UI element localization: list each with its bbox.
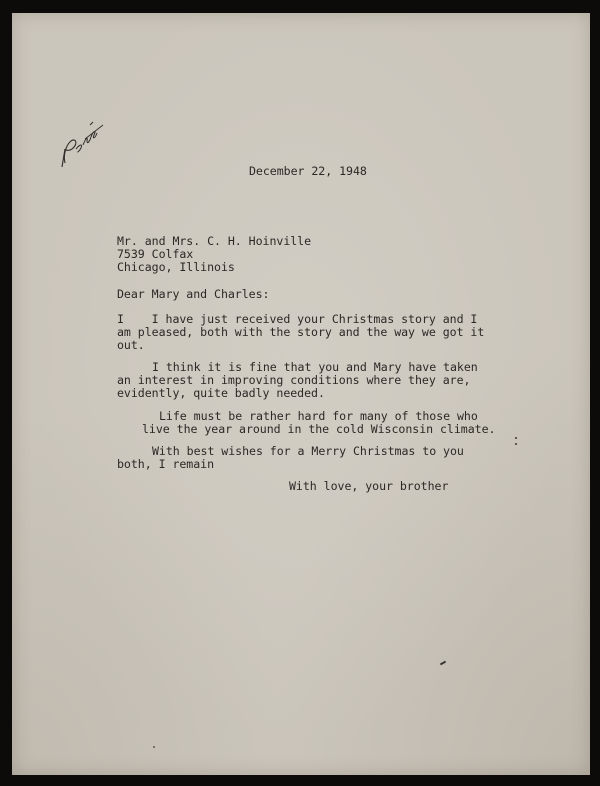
recipient-city: Chicago, Illinois — [117, 260, 235, 274]
paragraph-1-line-1: I I have just received your Christmas story and I — [117, 312, 478, 326]
paragraph-4-line-1: With best wishes for a Merry Christmas to you — [152, 444, 464, 458]
paragraph-2-line-2: an interest in improving conditions where they are, — [117, 373, 471, 387]
margin-colon-mark-2 — [515, 443, 517, 445]
recipient-street: 7539 Colfax — [117, 247, 194, 261]
paragraph-4-line-2: both, I remain — [117, 457, 215, 471]
paragraph-3-line-2: live the year around in the cold Wisconsin climate. — [142, 422, 496, 436]
paragraph-2-line-1: I think it is fine that you and Mary have taken — [152, 360, 478, 374]
salutation: Dear Mary and Charles: — [117, 287, 270, 301]
paragraph-3-line-1: Life must be rather hard for many of those who — [159, 409, 478, 423]
handwritten-annotation — [57, 105, 117, 175]
closing: With love, your brother — [289, 479, 449, 493]
letter-page — [12, 13, 590, 775]
ink-speck — [440, 661, 446, 666]
paragraph-2-line-3: evidently, quite badly needed. — [117, 386, 325, 400]
letter-date: December 22, 1948 — [249, 164, 367, 178]
recipient-name: Mr. and Mrs. C. H. Hoinville — [117, 234, 312, 248]
paragraph-1-line-3: out. — [117, 338, 145, 352]
paragraph-1-line-2: am pleased, both with the story and the way we got it — [117, 325, 485, 339]
margin-colon-mark — [515, 437, 517, 439]
ink-dot — [153, 746, 155, 748]
